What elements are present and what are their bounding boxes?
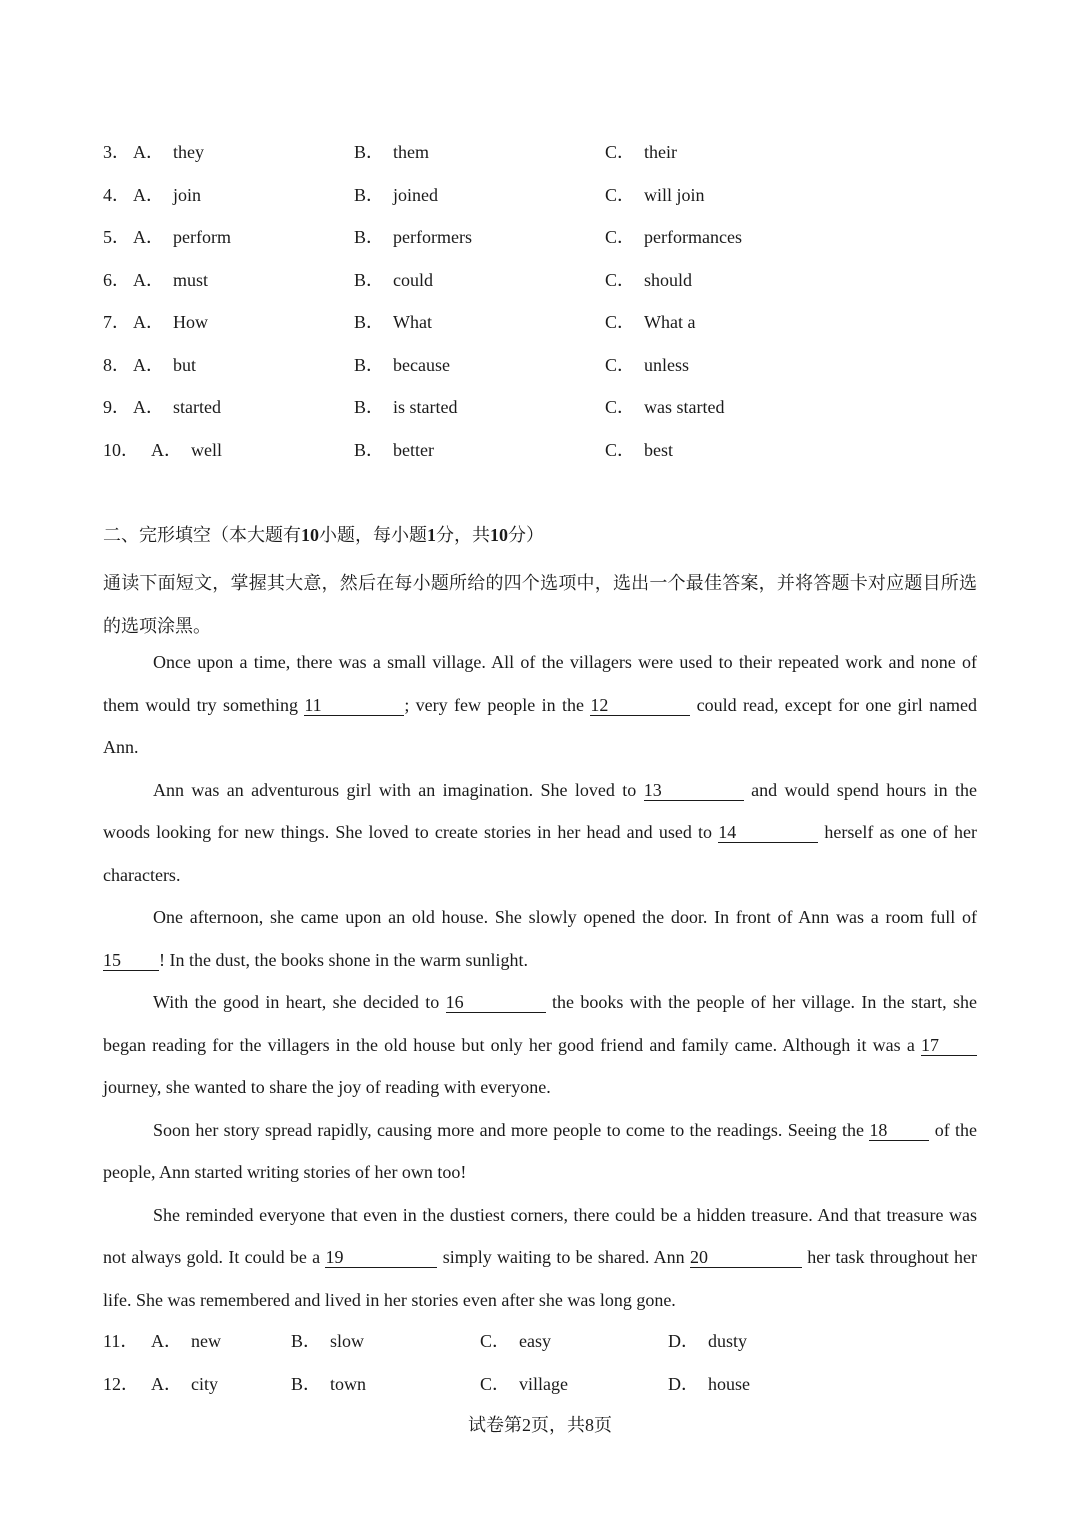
question-8-options bbox=[103, 350, 977, 380]
blank-14: 14 bbox=[718, 822, 818, 843]
option-b: B． better bbox=[354, 440, 434, 460]
option-a: A． started bbox=[133, 397, 221, 417]
option-b: B． town bbox=[291, 1374, 367, 1394]
option-a: A． How bbox=[133, 312, 208, 332]
option-a: A． they bbox=[133, 142, 204, 162]
blank-12: 12 bbox=[590, 695, 690, 716]
option-c: C． best bbox=[605, 440, 674, 460]
option-a: A． perform bbox=[133, 227, 231, 247]
passage-paragraph: Soon her story spread rapidly, causing more and more people to come to the readings. Seeing the 18 of the people, Ann started writing stories of her own too! bbox=[103, 1119, 978, 1182]
option-c: C． What a bbox=[605, 312, 696, 332]
question-number: 5． bbox=[103, 227, 130, 247]
option-b: B． could bbox=[354, 270, 434, 290]
question-number: 12． bbox=[103, 1374, 139, 1394]
section-title: 二、完形填空（本大题有10小题，每小题1分，共10分） bbox=[103, 525, 544, 545]
option-c: C． performances bbox=[605, 227, 742, 247]
option-b: B． is started bbox=[354, 397, 458, 417]
question-number: 8． bbox=[103, 355, 130, 375]
blank-17: 17 bbox=[921, 1035, 977, 1056]
option-d: D． dusty bbox=[668, 1331, 748, 1351]
question-6-options bbox=[103, 265, 977, 295]
option-c: C． unless bbox=[605, 355, 690, 375]
question-10-options bbox=[103, 435, 977, 465]
question-number: 11． bbox=[103, 1331, 139, 1351]
passage-paragraph: She reminded everyone that even in the dustiest corners, there could be a hidden treasure. And that treasure was not always gold. It could be a 19 simply waiting to be shared. Ann 20 her task throughout her life. She was remembered and lived in her stories even after she was long gone. bbox=[103, 1204, 978, 1310]
cloze-passage bbox=[103, 641, 977, 1321]
option-a: A． must bbox=[133, 270, 209, 290]
question-3-options bbox=[103, 137, 977, 167]
option-a: A． but bbox=[133, 355, 197, 375]
option-c: C． their bbox=[605, 142, 678, 162]
option-a: A． join bbox=[133, 185, 202, 205]
option-a: A． new bbox=[151, 1331, 221, 1351]
option-c: C． easy bbox=[480, 1331, 551, 1351]
blank-15: 15 bbox=[103, 950, 159, 971]
option-b: B． because bbox=[354, 355, 450, 375]
passage-paragraph: Once upon a time, there was a small village. All of the villagers were used to their repeated work and none of them would try something 11 ; very few people in the 12 could read, except for one girl named Ann. bbox=[103, 652, 978, 757]
blank-20: 20 bbox=[690, 1247, 802, 1268]
blank-19: 19 bbox=[325, 1247, 437, 1268]
passage-paragraph: One afternoon, she came upon an old house. She slowly opened the door. In front of Ann was a room full of 15 ! In the dust, the books shone in the warm sunlight. bbox=[103, 907, 977, 970]
blank-11: 11 bbox=[304, 695, 404, 716]
question-7-options bbox=[103, 307, 977, 337]
option-a: A． well bbox=[151, 440, 222, 460]
blank-16: 16 bbox=[446, 992, 546, 1013]
option-b: B． them bbox=[354, 142, 430, 162]
question-number: 7． bbox=[103, 312, 130, 332]
page-footer: 试卷第2页，共8页 bbox=[468, 1415, 612, 1435]
section-instructions: 通读下面短文，掌握其大意，然后在每小题所给的四个选项中，选出一个最佳答案，并将答题卡对应题目所选的选项涂黑。 bbox=[103, 573, 977, 636]
question-9-options bbox=[103, 392, 977, 422]
option-c: C． was started bbox=[605, 397, 725, 417]
question-number: 3． bbox=[103, 142, 130, 162]
option-b: B． slow bbox=[291, 1331, 365, 1351]
question-number: 4． bbox=[103, 185, 130, 205]
question-11-options bbox=[103, 1326, 977, 1356]
option-a: A． city bbox=[151, 1374, 218, 1394]
blank-18: 18 bbox=[869, 1120, 929, 1141]
option-c: C． village bbox=[480, 1374, 568, 1394]
question-number: 6． bbox=[103, 270, 130, 290]
question-4-options bbox=[103, 180, 977, 210]
question-5-options bbox=[103, 222, 977, 252]
question-12-options bbox=[103, 1369, 977, 1399]
option-b: B． joined bbox=[354, 185, 439, 205]
passage-paragraph: With the good in heart, she decided to 16 the books with the people of her village. In the start, she began reading for the villagers in the old house but only her good friend and family came. Although it was a 17 journey, she wanted to share the joy of reading with everyone. bbox=[103, 992, 978, 1097]
option-c: C． will join bbox=[605, 185, 705, 205]
option-c: C． should bbox=[605, 270, 693, 290]
option-d: D． house bbox=[668, 1374, 750, 1394]
question-number: 9． bbox=[103, 397, 130, 417]
option-b: B． performers bbox=[354, 227, 472, 247]
question-number: 10． bbox=[103, 440, 139, 460]
blank-13: 13 bbox=[644, 780, 744, 801]
option-b: B． What bbox=[354, 312, 432, 332]
passage-paragraph: Ann was an adventurous girl with an imagination. She loved to 13 and would spend hours in the woods looking for new things. She loved to create stories in her head and used to 14 herself as one of her characters. bbox=[103, 779, 978, 885]
